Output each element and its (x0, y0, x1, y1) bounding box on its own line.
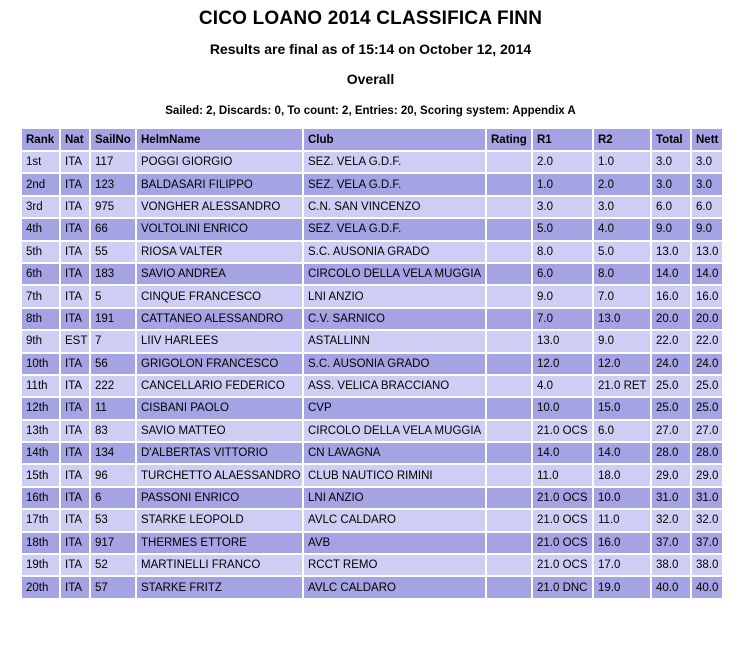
rating-cell (487, 331, 531, 351)
rating-cell (487, 286, 531, 306)
total-cell: 14.0 (652, 264, 690, 284)
sailno-cell: 55 (91, 242, 135, 262)
table-row (22, 152, 722, 172)
rank-cell: 5th (22, 242, 59, 262)
nat-cell: ITA (61, 510, 89, 530)
helmname-cell: SAVIO MATTEO (137, 421, 302, 441)
club-cell: CIRCOLO DELLA VELA MUGGIA (304, 421, 485, 441)
table-row (22, 465, 722, 485)
r2-cell: 6.0 (594, 421, 650, 441)
table-row (22, 376, 722, 396)
table-row (22, 286, 722, 306)
r2-cell: 10.0 (594, 488, 650, 508)
header-sailno: SailNo (91, 129, 135, 150)
r1-cell: 13.0 (533, 331, 592, 351)
nett-cell: 25.0 (692, 376, 722, 396)
club-cell: C.V. SARNICO (304, 309, 485, 329)
nett-cell: 38.0 (692, 555, 722, 575)
total-cell: 25.0 (652, 398, 690, 418)
total-cell: 38.0 (652, 555, 690, 575)
r2-cell: 21.0 RET (594, 376, 650, 396)
rank-cell: 18th (22, 533, 59, 553)
sailno-cell: 7 (91, 331, 135, 351)
nat-cell: ITA (61, 488, 89, 508)
table-row (22, 197, 722, 217)
nat-cell: ITA (61, 242, 89, 262)
sailno-cell: 222 (91, 376, 135, 396)
total-cell: 25.0 (652, 376, 690, 396)
club-cell: ASTALLINN (304, 331, 485, 351)
r2-cell: 9.0 (594, 331, 650, 351)
table-row (22, 264, 722, 284)
table-row (22, 398, 722, 418)
r2-cell: 3.0 (594, 197, 650, 217)
rating-cell (487, 533, 531, 553)
total-cell: 3.0 (652, 174, 690, 194)
header-r1: R1 (533, 129, 592, 150)
sailno-cell: 96 (91, 465, 135, 485)
nett-cell: 25.0 (692, 398, 722, 418)
r1-cell: 1.0 (533, 174, 592, 194)
total-cell: 27.0 (652, 421, 690, 441)
nat-cell: ITA (61, 555, 89, 575)
helmname-cell: RIOSA VALTER (137, 242, 302, 262)
club-cell: SEZ. VELA G.D.F. (304, 152, 485, 172)
nett-cell: 40.0 (692, 577, 722, 597)
sailno-cell: 11 (91, 398, 135, 418)
r1-cell: 21.0 OCS (533, 488, 592, 508)
club-cell: LNI ANZIO (304, 286, 485, 306)
rank-cell: 15th (22, 465, 59, 485)
sailno-cell: 123 (91, 174, 135, 194)
rating-cell (487, 242, 531, 262)
table-row (22, 533, 722, 553)
nett-cell: 31.0 (692, 488, 722, 508)
nett-cell: 27.0 (692, 421, 722, 441)
nat-cell: ITA (61, 577, 89, 597)
nett-cell: 14.0 (692, 264, 722, 284)
total-cell: 37.0 (652, 533, 690, 553)
helmname-cell: SAVIO ANDREA (137, 264, 302, 284)
sailno-cell: 183 (91, 264, 135, 284)
helmname-cell: POGGI GIORGIO (137, 152, 302, 172)
total-cell: 13.0 (652, 242, 690, 262)
rating-cell (487, 488, 531, 508)
r2-cell: 13.0 (594, 309, 650, 329)
r1-cell: 21.0 OCS (533, 533, 592, 553)
r2-cell: 8.0 (594, 264, 650, 284)
club-cell: AVLC CALDARO (304, 577, 485, 597)
nat-cell: ITA (61, 354, 89, 374)
table-header-row (22, 129, 722, 150)
r1-cell: 21.0 OCS (533, 555, 592, 575)
rank-cell: 8th (22, 309, 59, 329)
r2-cell: 2.0 (594, 174, 650, 194)
nat-cell: ITA (61, 421, 89, 441)
nat-cell: ITA (61, 533, 89, 553)
helmname-cell: LIIV HARLEES (137, 331, 302, 351)
total-cell: 28.0 (652, 443, 690, 463)
nett-cell: 22.0 (692, 331, 722, 351)
nat-cell: ITA (61, 219, 89, 239)
header-nett: Nett (692, 129, 722, 150)
club-cell: SEZ. VELA G.D.F. (304, 174, 485, 194)
club-cell: RCCT REMO (304, 555, 485, 575)
nat-cell: ITA (61, 264, 89, 284)
rank-cell: 9th (22, 331, 59, 351)
r1-cell: 21.0 OCS (533, 510, 592, 530)
r1-cell: 7.0 (533, 309, 592, 329)
r1-cell: 2.0 (533, 152, 592, 172)
r2-cell: 19.0 (594, 577, 650, 597)
header-total: Total (652, 129, 690, 150)
r2-cell: 17.0 (594, 555, 650, 575)
club-cell: LNI ANZIO (304, 488, 485, 508)
nett-cell: 9.0 (692, 219, 722, 239)
club-cell: AVB (304, 533, 485, 553)
header-r2: R2 (594, 129, 650, 150)
header-helmname: HelmName (137, 129, 302, 150)
helmname-cell: THERMES ETTORE (137, 533, 302, 553)
total-cell: 3.0 (652, 152, 690, 172)
r1-cell: 12.0 (533, 354, 592, 374)
r2-cell: 4.0 (594, 219, 650, 239)
r1-cell: 3.0 (533, 197, 592, 217)
table-row (22, 421, 722, 441)
nett-cell: 28.0 (692, 443, 722, 463)
r1-cell: 6.0 (533, 264, 592, 284)
nat-cell: ITA (61, 286, 89, 306)
club-cell: AVLC CALDARO (304, 510, 485, 530)
nett-cell: 13.0 (692, 242, 722, 262)
rank-cell: 10th (22, 354, 59, 374)
rank-cell: 11th (22, 376, 59, 396)
nett-cell: 24.0 (692, 354, 722, 374)
helmname-cell: PASSONI ENRICO (137, 488, 302, 508)
r2-cell: 18.0 (594, 465, 650, 485)
r2-cell: 16.0 (594, 533, 650, 553)
sailno-cell: 117 (91, 152, 135, 172)
helmname-cell: CINQUE FRANCESCO (137, 286, 302, 306)
r1-cell: 21.0 OCS (533, 421, 592, 441)
club-cell: CVP (304, 398, 485, 418)
rank-cell: 19th (22, 555, 59, 575)
sailno-cell: 66 (91, 219, 135, 239)
table-row (22, 331, 722, 351)
nat-cell: ITA (61, 398, 89, 418)
club-cell: S.C. AUSONIA GRADO (304, 242, 485, 262)
club-cell: CLUB NAUTICO RIMINI (304, 465, 485, 485)
header-rating: Rating (487, 129, 531, 150)
sailno-cell: 57 (91, 577, 135, 597)
header-nat: Nat (61, 129, 89, 150)
club-cell: CIRCOLO DELLA VELA MUGGIA (304, 264, 485, 284)
rating-cell (487, 577, 531, 597)
r1-cell: 21.0 DNC (533, 577, 592, 597)
nett-cell: 32.0 (692, 510, 722, 530)
table-row (22, 443, 722, 463)
table-row (22, 242, 722, 262)
club-cell: C.N. SAN VINCENZO (304, 197, 485, 217)
helmname-cell: MARTINELLI FRANCO (137, 555, 302, 575)
nat-cell: ITA (61, 465, 89, 485)
rating-cell (487, 354, 531, 374)
club-cell: ASS. VELICA BRACCIANO (304, 376, 485, 396)
nett-cell: 29.0 (692, 465, 722, 485)
helmname-cell: BALDASARI FILIPPO (137, 174, 302, 194)
nat-cell: EST (61, 331, 89, 351)
rank-cell: 1st (22, 152, 59, 172)
r1-cell: 5.0 (533, 219, 592, 239)
rating-cell (487, 376, 531, 396)
nett-cell: 3.0 (692, 174, 722, 194)
nat-cell: ITA (61, 197, 89, 217)
nett-cell: 37.0 (692, 533, 722, 553)
results-body (22, 152, 722, 598)
helmname-cell: STARKE LEOPOLD (137, 510, 302, 530)
club-cell: S.C. AUSONIA GRADO (304, 354, 485, 374)
sailno-cell: 6 (91, 488, 135, 508)
rating-cell (487, 555, 531, 575)
rating-cell (487, 152, 531, 172)
page-title: CICO LOANO 2014 CLASSIFICA FINN (198, 8, 543, 29)
helmname-cell: TURCHETTO ALAESSANDRO (137, 465, 302, 485)
total-cell: 40.0 (652, 577, 690, 597)
r2-cell: 11.0 (594, 510, 650, 530)
helmname-cell: CISBANI PAOLO (137, 398, 302, 418)
total-cell: 31.0 (652, 488, 690, 508)
table-row (22, 577, 722, 597)
r1-cell: 10.0 (533, 398, 592, 418)
total-cell: 32.0 (652, 510, 690, 530)
helmname-cell: GRIGOLON FRANCESCO (137, 354, 302, 374)
total-cell: 29.0 (652, 465, 690, 485)
sailno-cell: 52 (91, 555, 135, 575)
total-cell: 20.0 (652, 309, 690, 329)
rank-cell: 12th (22, 398, 59, 418)
nett-cell: 3.0 (692, 152, 722, 172)
rating-cell (487, 197, 531, 217)
table-row (22, 354, 722, 374)
helmname-cell: VOLTOLINI ENRICO (137, 219, 302, 239)
helmname-cell: CATTANEO ALESSANDRO (137, 309, 302, 329)
r2-cell: 7.0 (594, 286, 650, 306)
table-row (22, 555, 722, 575)
rating-cell (487, 510, 531, 530)
r1-cell: 8.0 (533, 242, 592, 262)
sailno-cell: 191 (91, 309, 135, 329)
rank-cell: 7th (22, 286, 59, 306)
r2-cell: 12.0 (594, 354, 650, 374)
sailno-cell: 53 (91, 510, 135, 530)
rating-cell (487, 174, 531, 194)
nat-cell: ITA (61, 309, 89, 329)
section-title: Overall (346, 71, 395, 87)
rank-cell: 6th (22, 264, 59, 284)
results-table (20, 127, 724, 600)
nett-cell: 6.0 (692, 197, 722, 217)
r1-cell: 9.0 (533, 286, 592, 306)
rating-cell (487, 309, 531, 329)
r2-cell: 14.0 (594, 443, 650, 463)
header-rank: Rank (22, 129, 59, 150)
table-row (22, 309, 722, 329)
table-row (22, 174, 722, 194)
nat-cell: ITA (61, 152, 89, 172)
nat-cell: ITA (61, 376, 89, 396)
r2-cell: 15.0 (594, 398, 650, 418)
helmname-cell: D'ALBERTAS VITTORIO (137, 443, 302, 463)
r1-cell: 14.0 (533, 443, 592, 463)
total-cell: 9.0 (652, 219, 690, 239)
club-cell: CN LAVAGNA (304, 443, 485, 463)
r2-cell: 5.0 (594, 242, 650, 262)
rating-cell (487, 398, 531, 418)
helmname-cell: STARKE FRITZ (137, 577, 302, 597)
club-cell: SEZ. VELA G.D.F. (304, 219, 485, 239)
rating-cell (487, 219, 531, 239)
nat-cell: ITA (61, 174, 89, 194)
rating-cell (487, 421, 531, 441)
nat-cell: ITA (61, 443, 89, 463)
sailno-cell: 917 (91, 533, 135, 553)
rank-cell: 13th (22, 421, 59, 441)
rank-cell: 3rd (22, 197, 59, 217)
sailno-cell: 134 (91, 443, 135, 463)
total-cell: 6.0 (652, 197, 690, 217)
r1-cell: 11.0 (533, 465, 592, 485)
helmname-cell: VONGHER ALESSANDRO (137, 197, 302, 217)
results-status: Results are final as of 15:14 on October 12, 2014 (209, 41, 532, 57)
rating-cell (487, 465, 531, 485)
nett-cell: 16.0 (692, 286, 722, 306)
table-row (22, 488, 722, 508)
rating-cell (487, 443, 531, 463)
rank-cell: 20th (22, 577, 59, 597)
total-cell: 22.0 (652, 331, 690, 351)
r1-cell: 4.0 (533, 376, 592, 396)
rank-cell: 17th (22, 510, 59, 530)
rank-cell: 16th (22, 488, 59, 508)
helmname-cell: CANCELLARIO FEDERICO (137, 376, 302, 396)
rank-cell: 4th (22, 219, 59, 239)
sailno-cell: 83 (91, 421, 135, 441)
header-club: Club (304, 129, 485, 150)
sailno-cell: 975 (91, 197, 135, 217)
rating-cell (487, 264, 531, 284)
series-summary: Sailed: 2, Discards: 0, To count: 2, Entries: 20, Scoring system: Appendix A (165, 105, 576, 117)
rank-cell: 14th (22, 443, 59, 463)
total-cell: 24.0 (652, 354, 690, 374)
r2-cell: 1.0 (594, 152, 650, 172)
nett-cell: 20.0 (692, 309, 722, 329)
total-cell: 16.0 (652, 286, 690, 306)
table-row (22, 219, 722, 239)
sailno-cell: 5 (91, 286, 135, 306)
rank-cell: 2nd (22, 174, 59, 194)
sailno-cell: 56 (91, 354, 135, 374)
table-row (22, 510, 722, 530)
